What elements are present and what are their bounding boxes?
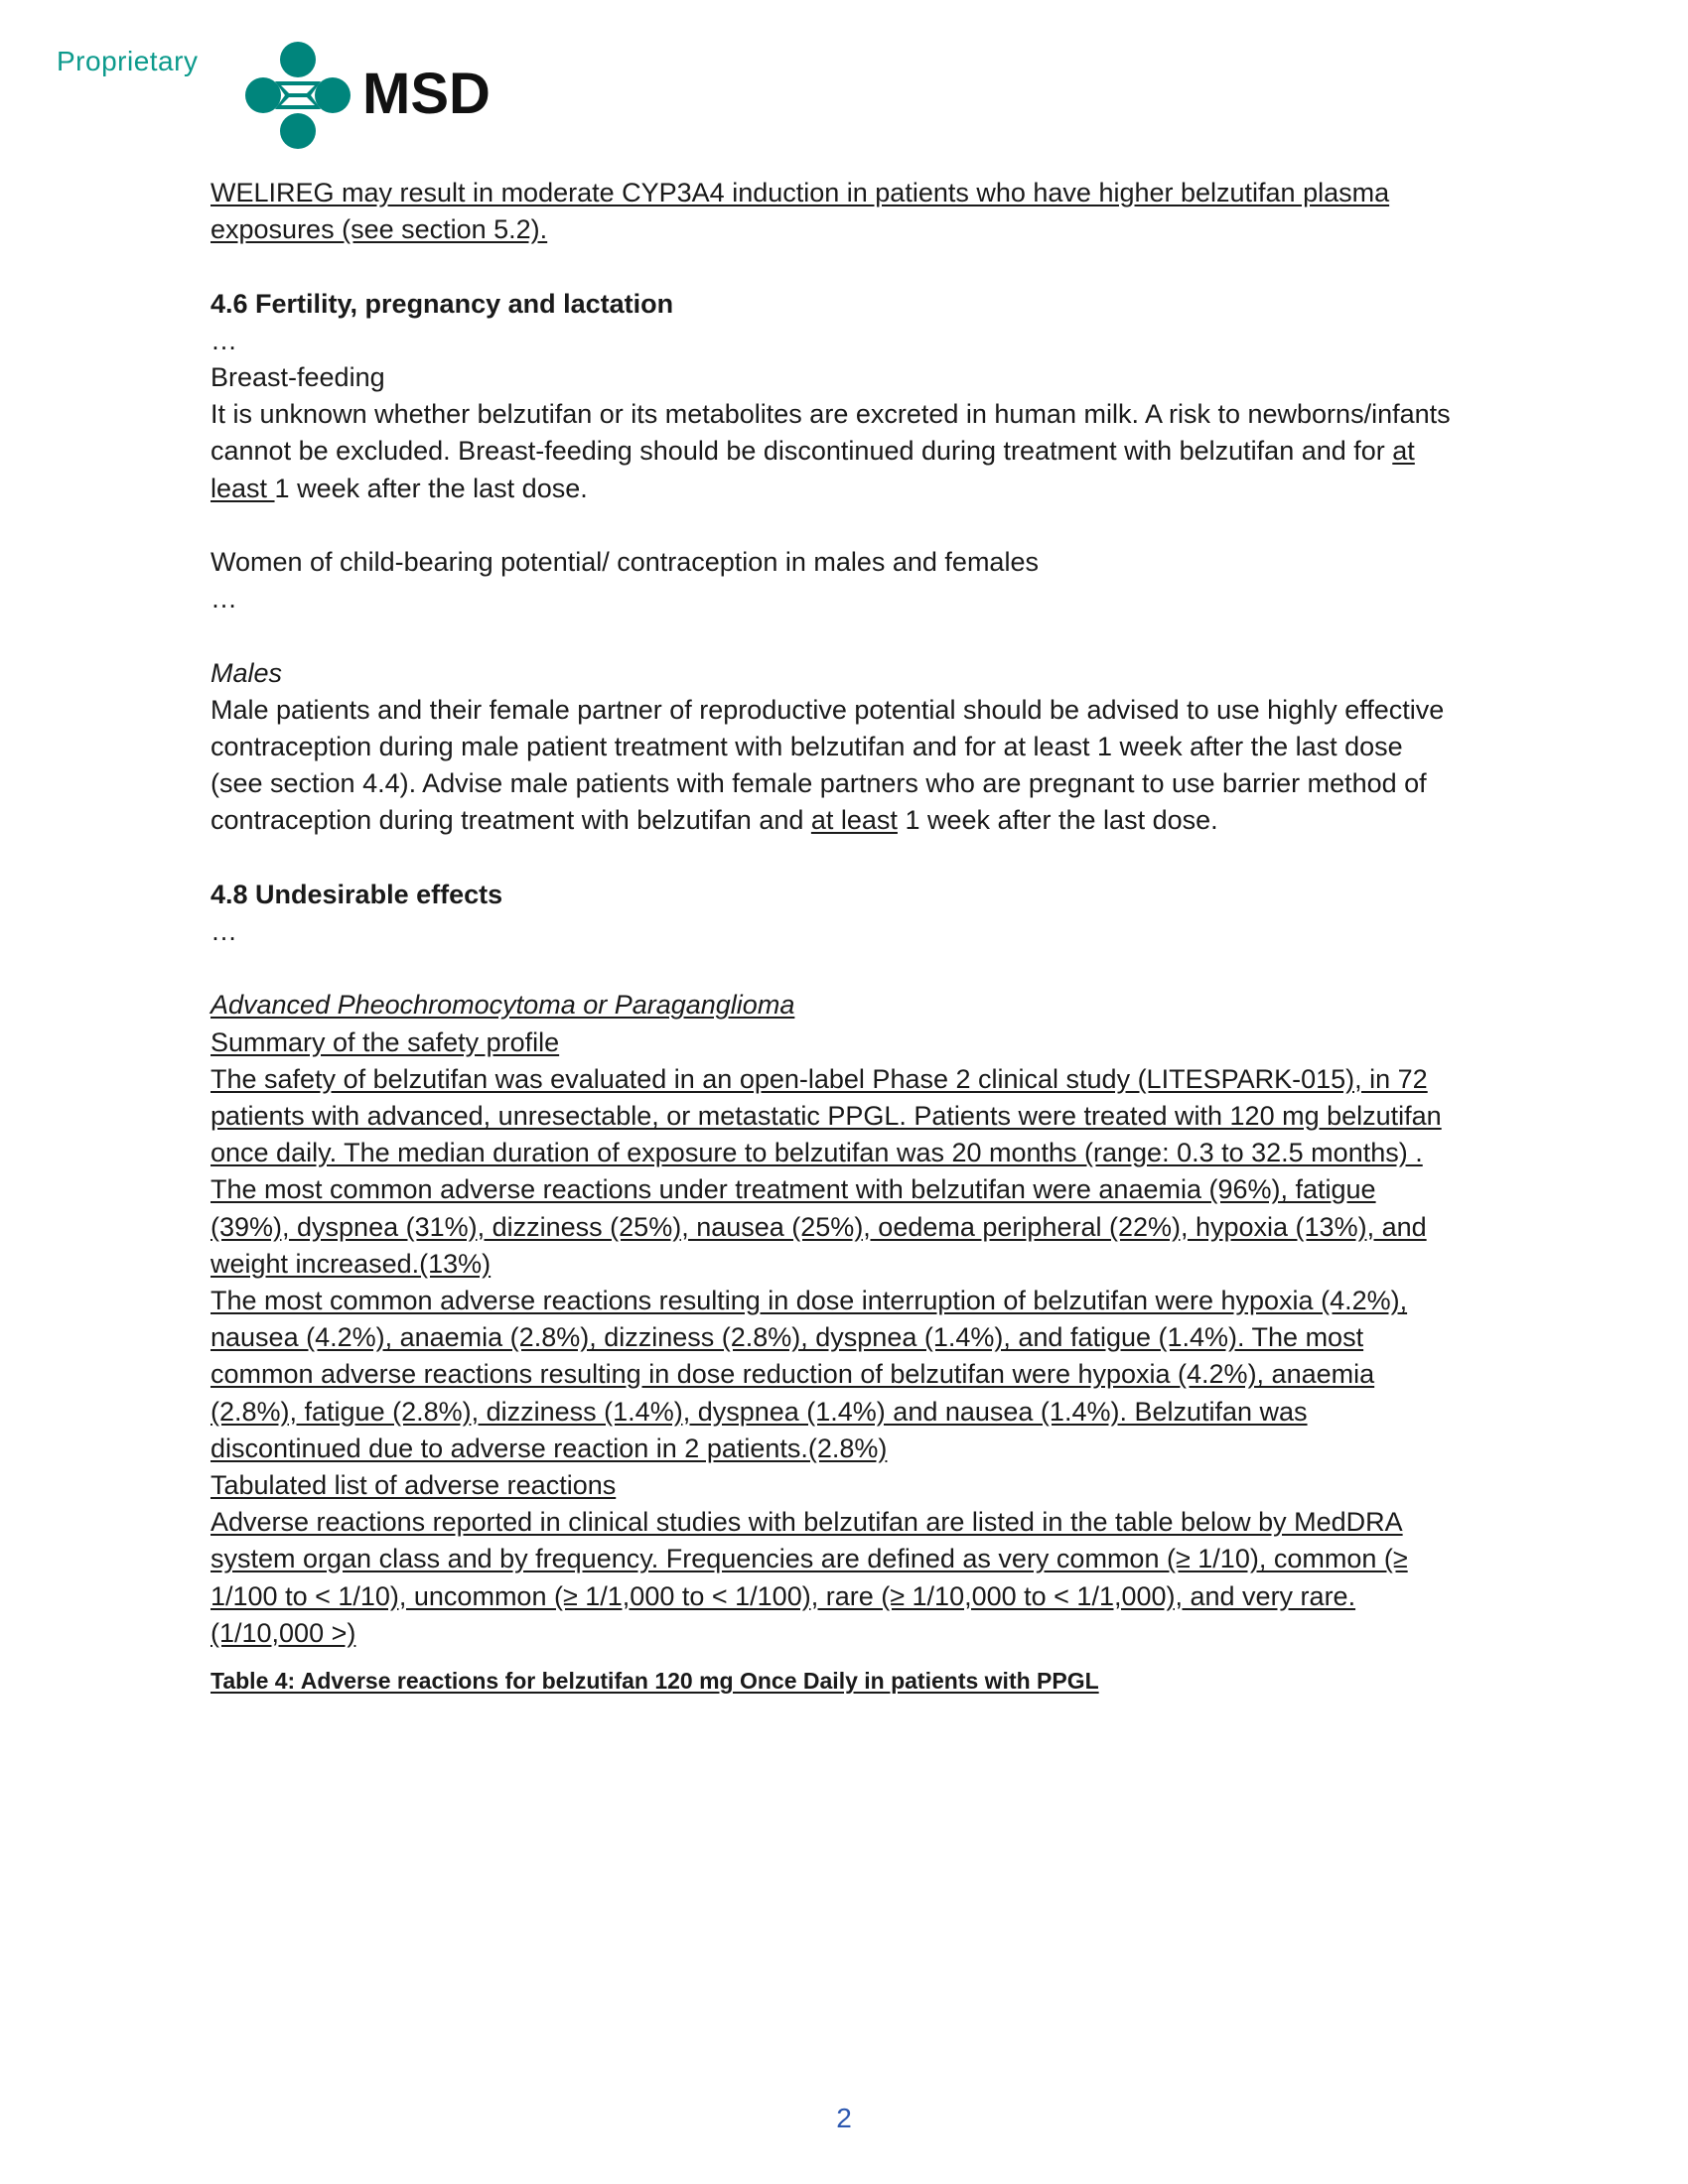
document-body (211, 175, 1452, 1698)
women-contraception-title: Women of child-bearing potential/ contraception in males and females (211, 547, 1039, 577)
males-text-underlined: at least (810, 805, 898, 836)
breastfeeding-paragraph (211, 396, 1452, 507)
tabulated-title: Tabulated list of adverse reactions (211, 1470, 617, 1501)
welireg-paragraph: WELIREG may result in moderate CYP3A4 induction in patients who have higher belzutifan plasma exposures (see section 5.2). (211, 178, 1390, 245)
males-text-b: 1 week after the last dose. (897, 805, 1218, 836)
ppgl-title: Advanced Pheochromocytoma or Paraganglioma (211, 990, 795, 1021)
ellipsis-3: … (211, 916, 237, 946)
safety-paragraph-3: The most common adverse reactions resulting in dose interruption of belzutifan were hypoxia (4.2%), nausea (4.2%), anaemia (2.8%), dizziness (2.8%), dyspnea (1.4%), and fatigue (1.4%). The most common adverse reactions resulting in dose reduction of belzutifan were hypoxia (4.2%), anaemia (2.8%), fatigue (2.8%), dizziness (1.4%), dyspnea (1.4%) and nausea (1.4%). Belzutifan was discontinued due to adverse reaction in 2 patients.(2.8%) (211, 1286, 1408, 1463)
breastfeeding-text-underlined: at least (211, 436, 1415, 503)
safety-paragraph-2: The most common adverse reactions under treatment with belzutifan were anaemia (96%), fatigue (39%), dyspnea (31%), dizziness (25%), nausea (25%), oedema peripheral (22%), hypoxia (13%), and weight increased.(13%) (211, 1174, 1427, 1279)
ellipsis-1: … (211, 325, 237, 355)
safety-profile-title: Summary of the safety profile (211, 1026, 560, 1057)
breastfeeding-title: Breast-feeding (211, 362, 385, 392)
breastfeeding-text-a: It is unknown whether belzutifan or its metabolites are excreted in human milk. A risk to newborns/infants cannot be excluded. Breast-feeding should be discontinued during treatment with belzutifan and for (211, 399, 1451, 467)
table-4-caption: Table 4: Adverse reactions for belzutifan 120 mg Once Daily in patients with PPGL (211, 1668, 1099, 1695)
safety-paragraph-1: The safety of belzutifan was evaluated in an open-label Phase 2 clinical study (LITESPARK-015), in 72 patients with advanced, unresectable, or metastatic PPGL. Patients were treated with 120 mg belzutifan once daily. The median duration of exposure to belzutifan was 20 months (range: 0.3 to 32.5 months) . (211, 1063, 1442, 1168)
page-number: 2 (836, 2103, 852, 2133)
msd-logo-text: MSD (362, 62, 491, 126)
proprietary-label: Proprietary (57, 46, 199, 76)
ellipsis-2: … (211, 584, 237, 614)
breastfeeding-text-b: 1 week after the last dose. (274, 473, 588, 503)
section-4-6-heading: 4.6 Fertility, pregnancy and lactation (211, 288, 674, 319)
males-paragraph (211, 692, 1452, 840)
tabulated-paragraph: Adverse reactions reported in clinical studies with belzutifan are listed in the table below by MedDRA system organ class and by frequency. Frequencies are defined as very common (≥ 1/10), common (≥ 1/100 to < 1/10), uncommon (≥ 1/1,000 to < 1/100), rare (≥ 1/10,000 to < 1/1,000), and very rare.(1/10,000 >) (211, 1507, 1408, 1648)
msd-logo (245, 42, 513, 149)
males-title: Males (211, 657, 283, 688)
section-4-8-heading: 4.8 Undesirable effects (211, 879, 503, 909)
males-text-a: Male patients and their female partner of reproductive potential should be advised to use highly effective contraception during male patient treatment with belzutifan and for at least 1 week after the last dose (see section 4.4). Advise male patients with female partners who are pregnant to use barrier method of contraception during treatment with belzutifan and (211, 694, 1445, 836)
